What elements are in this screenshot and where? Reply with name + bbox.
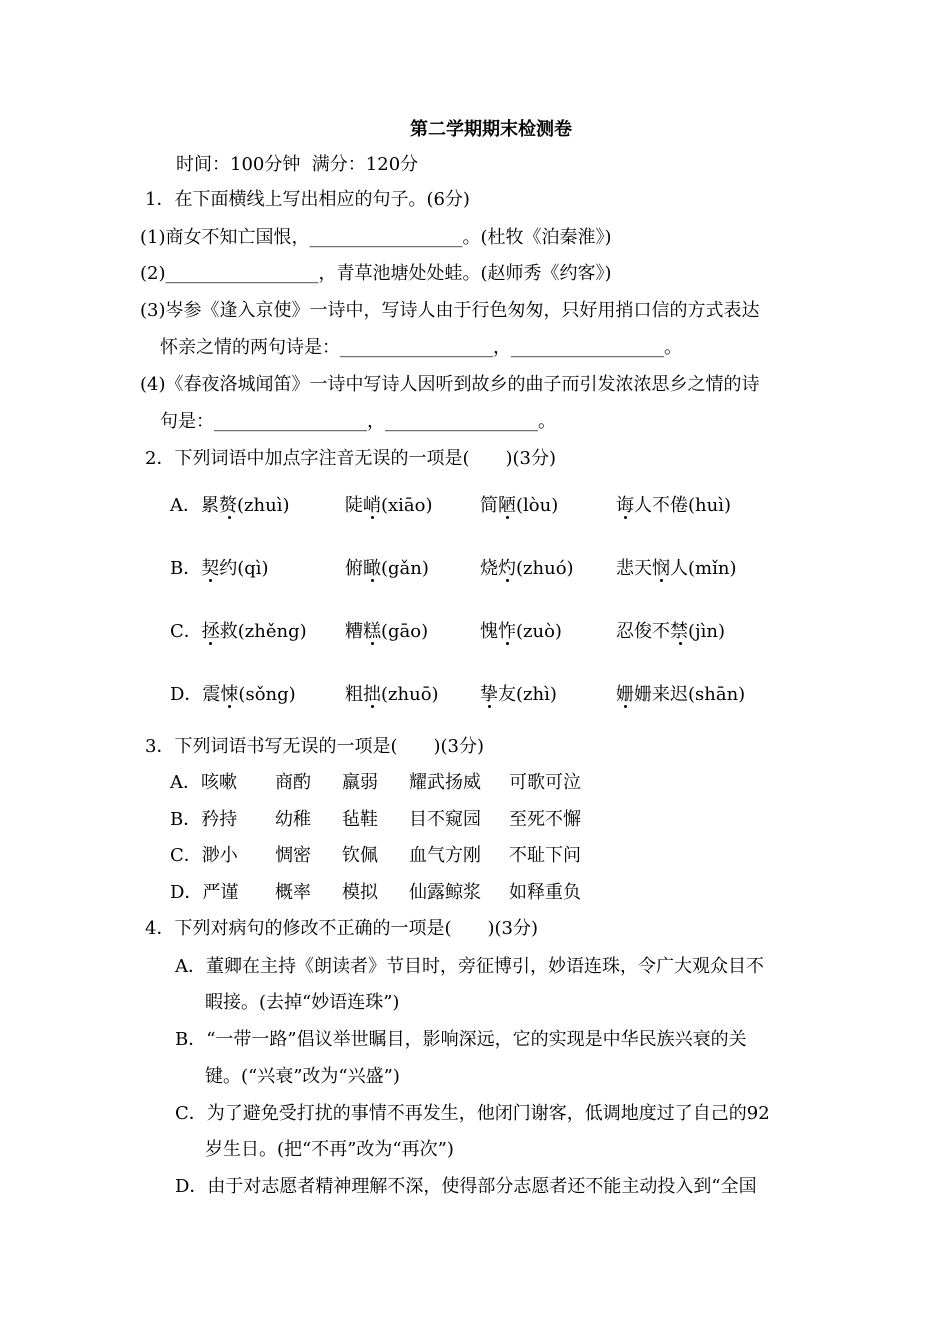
q2-a-item-3: 简陋(lòu) <box>480 495 559 516</box>
q2-c-item-4: 忍俊不禁(jìn) <box>616 621 725 642</box>
q3-a-item-3: 羸弱 <box>342 772 378 793</box>
emphasis-dot <box>209 642 212 645</box>
emphasis-dot <box>371 705 374 708</box>
q4-option-b-line-1: B．“一带一路”倡议举世瞩目，影响深远，它的实现是中华民族兴衰的关 <box>175 1029 747 1050</box>
q2-d-item-2: 粗拙(zhuō) <box>345 684 439 705</box>
q2-d-item-3: 挚友(zhì) <box>480 684 557 705</box>
emphasis-dot <box>209 579 212 582</box>
q3-b-item-3: 毡鞋 <box>342 809 378 830</box>
q2-b-item-1: B．契约(qì) <box>170 558 269 579</box>
q3-d-item-5: 如释重负 <box>509 882 581 903</box>
q1-part-3-line-1: (3)岑参《逢入京使》一诗中，写诗人由于行色匆匆，只好用捎口信的方式表达 <box>140 300 760 321</box>
emphasis-dot <box>506 579 509 582</box>
emphasis-dot <box>371 642 374 645</box>
emphasis-dot <box>506 516 509 519</box>
q3-d-item-4: 仙露鲸浆 <box>409 882 481 903</box>
q2-d-item-1: D．震悚(sǒng) <box>170 684 296 705</box>
q4-option-a-line-1: A．董卿在主持《朗读者》节目时，旁征博引，妙语连珠，令广大观众目不 <box>175 956 764 977</box>
q3-d-item-1: D．严谨 <box>170 882 239 903</box>
q3-b-item-1: B．矜持 <box>170 809 238 830</box>
q3-a-item-1: A．咳嗽 <box>170 772 237 793</box>
q1-part-1: (1)商女不知亡国恨，_________________。(杜牧《泊秦淮》) <box>140 227 612 248</box>
q1-part-3-line-2: 怀亲之情的两句诗是：_________________，_________________。 <box>160 337 682 358</box>
q2-a-item-4: 诲人不倦(huì) <box>616 495 731 516</box>
emphasis-dot <box>228 516 231 519</box>
q2-c-item-1: C．拯救(zhěng) <box>170 621 307 642</box>
q3-c-item-3: 钦佩 <box>342 845 378 866</box>
q3-d-item-2: 概率 <box>275 882 311 903</box>
q2-b-item-4: 悲天悯人(mǐn) <box>616 558 737 579</box>
q1-part-4-line-1: (4)《春夜洛城闻笛》一诗中写诗人因听到故乡的曲子而引发浓浓思乡之情的诗 <box>140 374 760 395</box>
q2-a-item-1: A．累赘(zhuì) <box>170 495 290 516</box>
page-title: 第二学期期末检测卷 <box>410 119 572 140</box>
emphasis-dot <box>679 642 682 645</box>
q3-c-item-5: 不耻下问 <box>509 845 581 866</box>
q4-option-d-line-1: D．由于对志愿者精神理解不深，使得部分志愿者还不能主动投入到“全国 <box>175 1176 757 1197</box>
emphasis-dot <box>624 705 627 708</box>
q2-c-item-3: 愧怍(zuò) <box>480 621 562 642</box>
q2-c-item-2: 糟糕(gāo) <box>345 621 429 642</box>
emphasis-dot <box>660 579 663 582</box>
q1-stem: 1．在下面横线上写出相应的句子。(6分) <box>145 189 470 210</box>
q4-option-c-line-2: 岁生日。(把“不再”改为“再次”) <box>205 1139 454 1160</box>
q3-c-item-1: C．渺小 <box>170 845 238 866</box>
q4-option-b-line-2: 键。(“兴衰”改为“兴盛”) <box>205 1066 400 1087</box>
emphasis-dot <box>506 642 509 645</box>
q3-stem: 3．下列词语书写无误的一项是( )(3分) <box>145 736 484 757</box>
q4-option-c-line-1: C．为了避免受打扰的事情不再发生，他闭门谢客，低调地度过了自己的92 <box>175 1103 770 1124</box>
q3-b-item-4: 目不窥园 <box>409 809 481 830</box>
exam-meta: 时间：100分钟 满分：120分 <box>176 154 419 175</box>
q3-a-item-4: 耀武扬威 <box>409 772 481 793</box>
q3-a-item-2: 商酌 <box>275 772 311 793</box>
q2-stem: 2．下列词语中加点字注音无误的一项是( )(3分) <box>145 448 556 469</box>
q2-b-item-3: 烧灼(zhuó) <box>480 558 574 579</box>
q3-c-item-4: 血气方刚 <box>409 845 481 866</box>
q3-d-item-3: 模拟 <box>342 882 378 903</box>
q2-d-item-4: 姗姗来迟(shān) <box>616 684 746 705</box>
q4-option-a-line-2: 暇接。(去掉“妙语连珠”) <box>205 992 400 1013</box>
q1-part-2: (2)_________________，青草池塘处处蛙。(赵师秀《约客》) <box>140 263 612 284</box>
q2-a-item-2: 陡峭(xiāo) <box>345 495 433 516</box>
emphasis-dot <box>624 516 627 519</box>
q4-stem: 4．下列对病句的修改不正确的一项是( )(3分) <box>145 918 538 939</box>
emphasis-dot <box>228 705 231 708</box>
q3-b-item-5: 至死不懈 <box>509 809 581 830</box>
q1-part-4-line-2: 句是：_________________，_________________。 <box>160 411 556 432</box>
emphasis-dot <box>371 579 374 582</box>
q3-b-item-2: 幼稚 <box>275 809 311 830</box>
emphasis-dot <box>371 516 374 519</box>
q3-c-item-2: 惆密 <box>275 845 311 866</box>
emphasis-dot <box>488 705 491 708</box>
q2-b-item-2: 俯瞰(gǎn) <box>345 558 429 579</box>
q3-a-item-5: 可歌可泣 <box>509 772 581 793</box>
